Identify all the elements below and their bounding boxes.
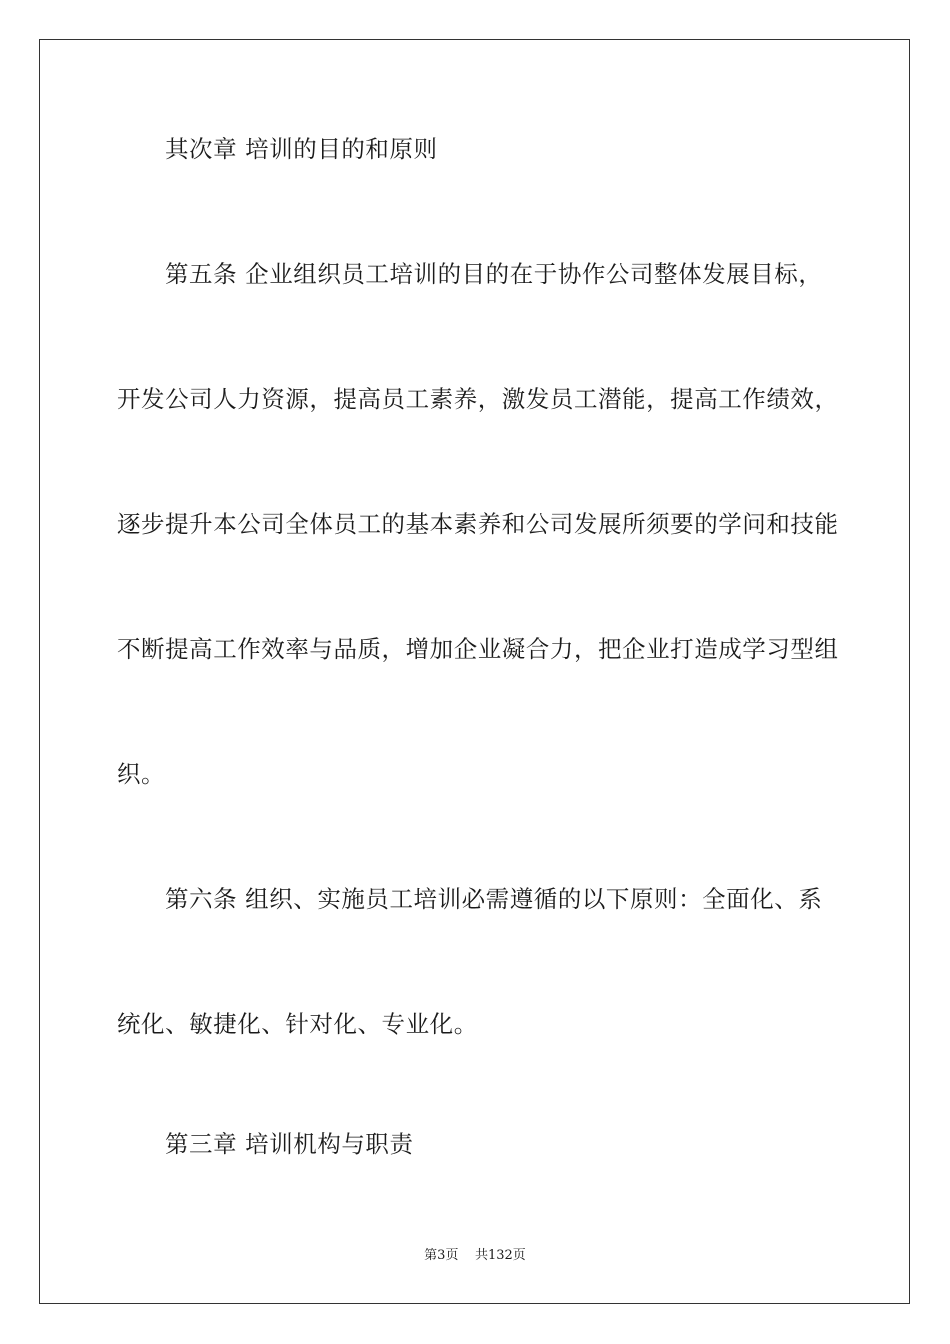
total-pages: 共132页 [474,1248,526,1263]
article-5-line-3: 逐步提升本公司全体员工的基本素养和公司发展所须要的学问和技能 [117,510,839,538]
chapter-3-heading: 第三章 培训机构与职责 [165,1130,414,1158]
article-5-line-2: 开发公司人力资源，提高员工素养，激发员工潜能，提高工作绩效， [117,385,839,413]
page-border [39,39,910,1304]
article-6-line-1: 第六条 组织、实施员工培训必需遵循的以下原则：全面化、系 [165,885,823,913]
article-6-line-2: 统化、敏捷化、针对化、专业化。 [117,1010,478,1038]
page-footer [0,1247,950,1265]
chapter-2-heading: 其次章 培训的目的和原则 [165,135,438,163]
article-5-line-5: 织。 [117,760,166,788]
article-5-line-1: 第五条 企业组织员工培训的目的在于协作公司整体发展目标， [165,260,823,288]
page-number: 第3页 [424,1248,459,1263]
article-5-line-4: 不断提高工作效率与品质，增加企业凝合力，把企业打造成学习型组 [117,635,839,663]
